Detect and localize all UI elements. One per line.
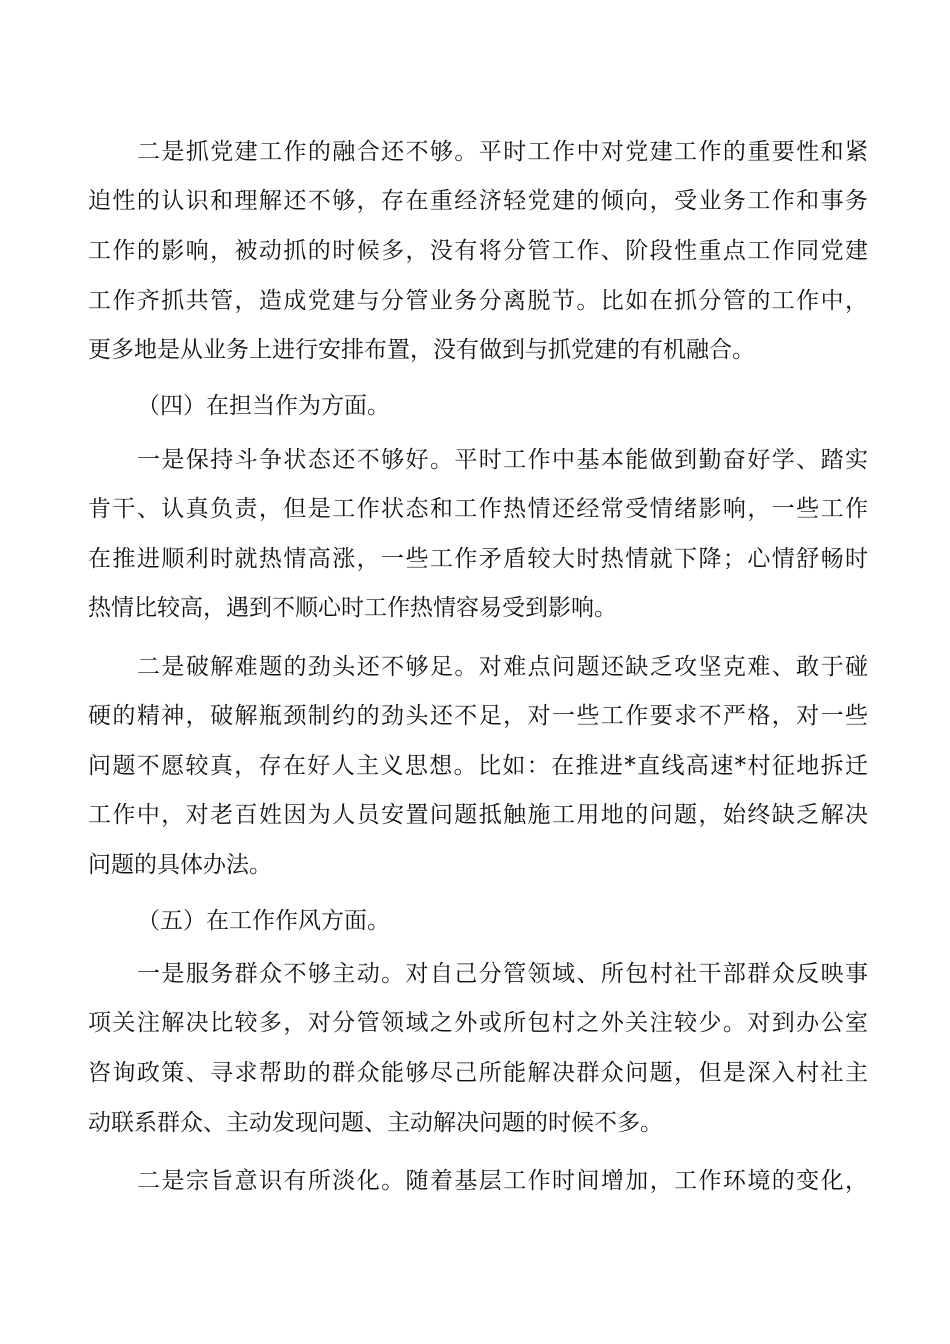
text-line: 工作的影响，被动抓的时候多，没有将分管工作、阶段性重点工作同党建	[88, 238, 868, 264]
text-line: 问题的具体办法。	[88, 852, 272, 878]
text-line: 二是宗旨意识有所淡化。随着基层工作时间增加，工作环境的变化，	[137, 1168, 868, 1194]
text-line: 更多地是从业务上进行安排布置，没有做到与抓党建的有机融合。	[88, 337, 755, 363]
text-line: 迫性的认识和理解还不够，存在重经济轻党建的倾向，受业务工作和事务	[88, 188, 868, 214]
text-line: 工作中，对老百姓因为人员安置问题抵触施工用地的问题，始终缺乏解决	[88, 802, 868, 828]
text-line: 热情比较高，遇到不顺心时工作热情容易受到影响。	[88, 595, 617, 621]
text-line: 二是破解难题的劲头还不够足。对难点问题还缺乏攻坚克难、敢于碰	[137, 654, 868, 680]
text-line: 动联系群众、主动发现问题、主动解决问题的时候不多。	[88, 1110, 663, 1136]
text-line: 硬的精神，破解瓶颈制约的劲头还不足，对一些工作要求不严格，对一些	[88, 703, 868, 729]
text-line: 肯干、认真负责，但是工作状态和工作热情还经常受情绪影响，一些工作	[88, 496, 868, 522]
section-heading: （五）在工作作风方面。	[137, 908, 390, 934]
text-line: 在推进顺利时就热情高涨，一些工作矛盾较大时热情就下降；心情舒畅时	[88, 546, 868, 572]
text-line: 工作齐抓共管，造成党建与分管业务分离脱节。比如在抓分管的工作中，	[88, 288, 868, 314]
text-line: 项关注解决比较多，对分管领域之外或所包村之外关注较少。对到办公室	[88, 1010, 868, 1036]
section-heading: （四）在担当作为方面。	[137, 393, 390, 419]
text-line: 一是保持斗争状态还不够好。平时工作中基本能做到勤奋好学、踏实	[137, 447, 868, 473]
text-line: 咨询政策、寻求帮助的群众能够尽己所能解决群众问题，但是深入村社主	[88, 1060, 868, 1086]
text-line: 一是服务群众不够主动。对自己分管领域、所包村社干部群众反映事	[137, 961, 868, 987]
text-line: 二是抓党建工作的融合还不够。平时工作中对党建工作的重要性和紧	[137, 139, 868, 165]
text-line: 问题不愿较真，存在好人主义思想。比如：在推进*直线高速*村征地拆迁	[88, 753, 868, 779]
